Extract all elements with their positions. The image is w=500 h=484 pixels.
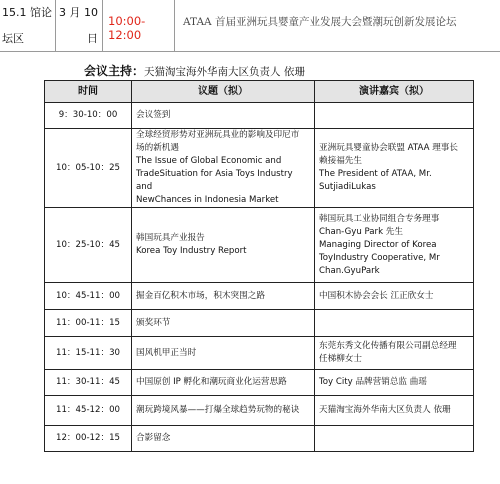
session-header [0,0,500,52]
row-speaker: 中国积木协会会长 江正欣女士 [315,283,474,310]
row-speaker: Toy City 品牌营销总监 曲瑶 [315,370,474,396]
session-title: ATAA 首届亚洲玩具婴童产业发展大会暨潮玩创新发展论坛 [175,0,500,52]
session-venue: 15.1 馆论坛区 [0,0,56,52]
host-label: 会议主持： [84,64,145,78]
agenda-table [44,80,474,452]
row-speaker: 天猫淘宝海外华南大区负责人 依珊 [315,396,474,426]
row-speaker: 亚洲玩具婴童协会联盟 ATAA 理事长 赖接福先生 The President of ATAA, Mr. SutjiadiLukas [315,129,474,208]
session-date: 3 月 10 日 [56,0,103,52]
row-speaker [315,310,474,337]
row-speaker [315,426,474,452]
row-topic: 合影留念 [132,426,315,452]
header-speaker: 演讲嘉宾（拟） [315,81,474,103]
table-header-row [45,81,474,103]
row-time: 10：45-11：00 [45,283,132,310]
row-topic: 全球经贸形势对亚洲玩具业的影响及印尼市 场的新机遇 The Issue of Global Economic and TradeSituation for Asia Toys Industry and NewChances in Indonesia Market [132,129,315,208]
table-row [45,310,474,337]
row-speaker [315,103,474,129]
row-time: 11：45-12：00 [45,396,132,426]
row-topic: 掘金百亿积木市场，积木突围之路 [132,283,315,310]
row-time: 12：00-12：15 [45,426,132,452]
row-time: 10：25-10：45 [45,208,132,283]
table-row [45,208,474,283]
row-speaker: 韩国玩具工业协同组合专务理事 Chan-Gyu Park 先生 Managing Director of Korea ToyIndustry Cooperative, Mr Chan.GyuPark [315,208,474,283]
session-time: 10:00-12:00 [103,0,175,52]
host-line [84,62,305,79]
table-row [45,370,474,396]
row-time: 10：05-10：25 [45,129,132,208]
row-topic: 颁奖环节 [132,310,315,337]
row-topic: 中国原创 IP 孵化和潮玩商业化运营思路 [132,370,315,396]
row-topic: 潮玩跨境风暴——打爆全球趋势玩物的秘诀 [132,396,315,426]
table-row [45,337,474,370]
table-row [45,426,474,452]
row-topic: 国风机甲正当时 [132,337,315,370]
row-speaker: 东莞东秀文化传播有限公司副总经理 任梯柳女士 [315,337,474,370]
table-row [45,283,474,310]
row-time: 11：15-11：30 [45,337,132,370]
table-row [45,103,474,129]
row-time: 11：30-11：45 [45,370,132,396]
row-time: 9：30-10：00 [45,103,132,129]
table-row [45,396,474,426]
row-topic: 会议签到 [132,103,315,129]
header-time: 时间 [45,81,132,103]
header-topic: 议题（拟） [132,81,315,103]
host-name: 天猫淘宝海外华南大区负责人 依珊 [144,66,305,78]
table-row [45,129,474,208]
row-topic: 韩国玩具产业报告 Korea Toy Industry Report [132,208,315,283]
row-time: 11：00-11：15 [45,310,132,337]
